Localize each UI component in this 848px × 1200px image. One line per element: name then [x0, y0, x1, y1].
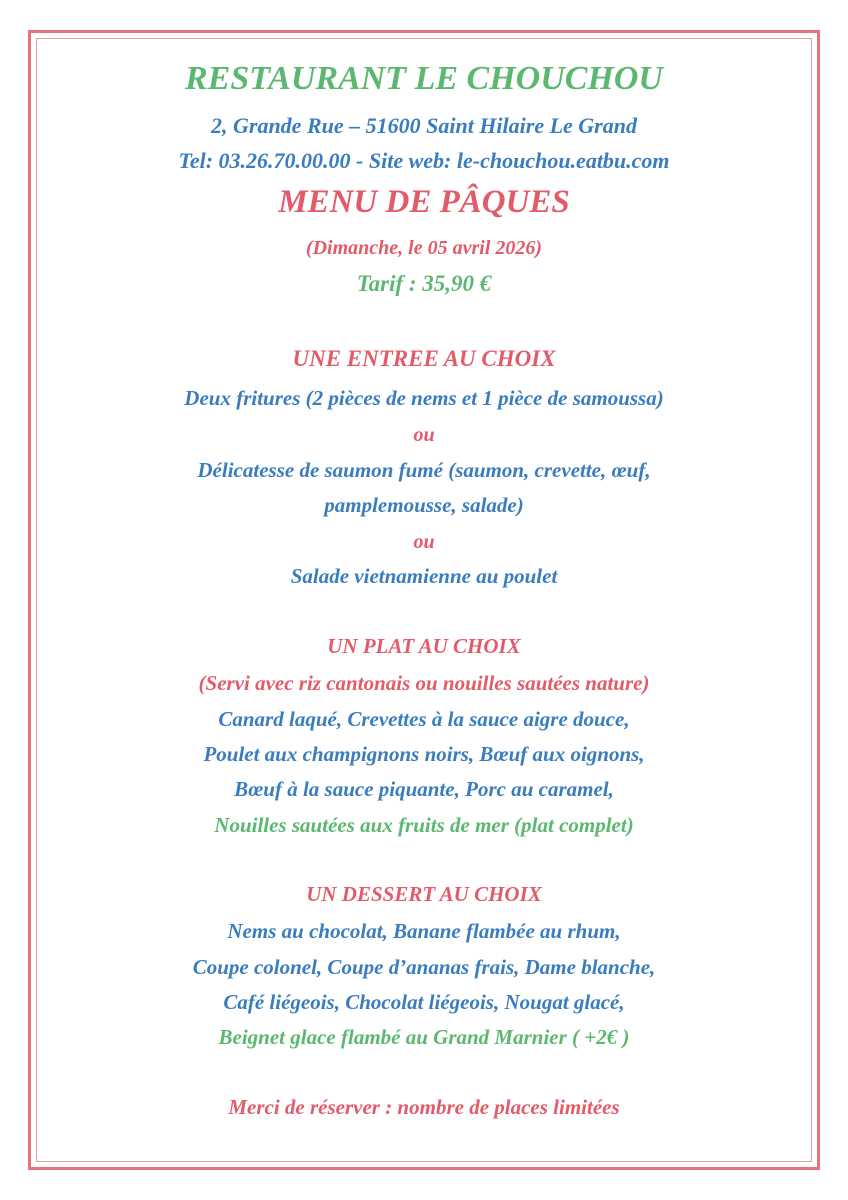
- plat-line-1: Canard laqué, Crevettes à la sauce aigre douce,: [218, 707, 630, 731]
- dessert-line-4: Beignet glace flambé au Grand Marnier ( +2€ ): [218, 1025, 630, 1049]
- dessert-line-1: Nems au chocolat, Banane flambée au rhum,: [227, 919, 621, 943]
- entree-option-3: Salade vietnamienne au poulet: [290, 564, 558, 588]
- dessert-heading: UN DESSERT AU CHOIX: [306, 882, 542, 906]
- entree-option-1: Deux fritures (2 pièces de nems et 1 pièce de samoussa): [184, 386, 664, 410]
- menu-title: MENU DE PÂQUES: [278, 184, 570, 220]
- restaurant-address: 2, Grande Rue – 51600 Saint Hilaire Le Grand: [211, 113, 637, 138]
- entree-option-2-line-1: Délicatesse de saumon fumé (saumon, crevette, œuf,: [197, 458, 651, 482]
- reservation-note: Merci de réserver : nombre de places limitées: [228, 1095, 620, 1119]
- entree-separator-2: ou: [413, 531, 435, 553]
- entree-option-2-line-2: pamplemousse, salade): [324, 493, 524, 517]
- entree-separator-1: ou: [413, 424, 435, 446]
- menu-price: Tarif : 35,90 €: [356, 271, 492, 296]
- plat-line-3: Bœuf à la sauce piquante, Porc au caramel,: [234, 777, 614, 801]
- restaurant-name: RESTAURANT LE CHOUCHOU: [185, 60, 663, 97]
- plat-line-2: Poulet aux champignons noirs, Bœuf aux oignons,: [203, 742, 645, 766]
- plat-note: (Servi avec riz cantonais ou nouilles sautées nature): [198, 671, 650, 695]
- entree-heading: UNE ENTREE AU CHOIX: [292, 346, 556, 371]
- dessert-line-2: Coupe colonel, Coupe d’ananas frais, Dame blanche,: [192, 955, 656, 979]
- plat-line-4: Nouilles sautées aux fruits de mer (plat complet): [214, 813, 634, 837]
- restaurant-contact: Tel: 03.26.70.00.00 - Site web: le-chouchou.eatbu.com: [178, 148, 670, 173]
- dessert-line-3: Café liégeois, Chocolat liégeois, Nougat glacé,: [223, 990, 625, 1014]
- menu-date: (Dimanche, le 05 avril 2026): [305, 237, 543, 259]
- plat-heading: UN PLAT AU CHOIX: [327, 634, 521, 658]
